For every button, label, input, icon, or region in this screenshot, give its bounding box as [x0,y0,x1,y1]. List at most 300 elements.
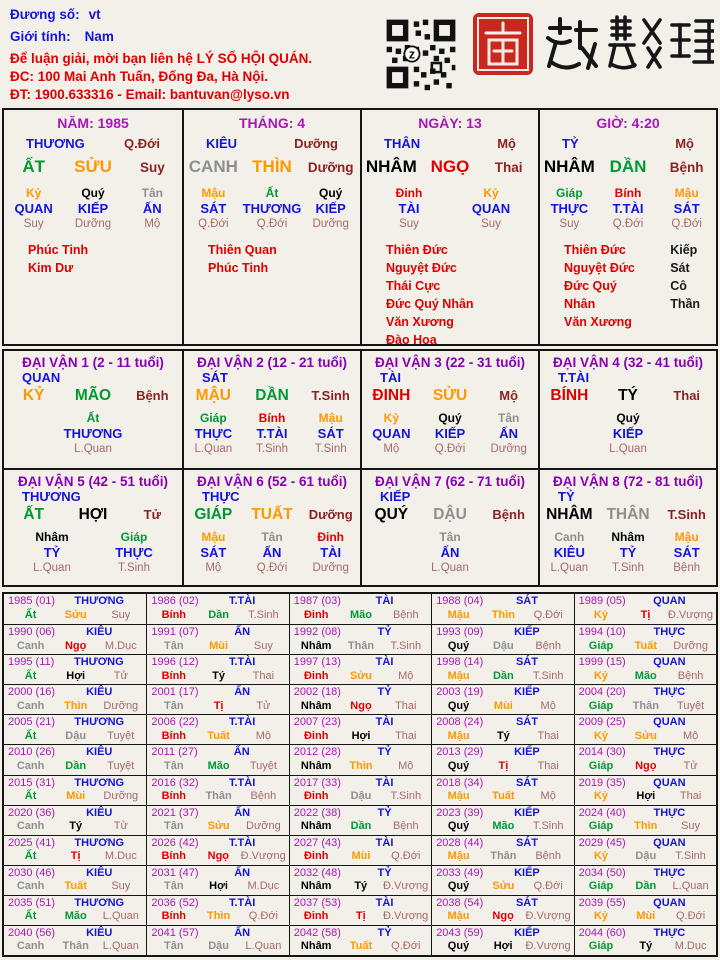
hidden-stem: Nhâm [35,530,69,544]
hidden-stems [4,186,182,231]
year-stem: Quý [447,759,470,772]
year-cell-bottom [8,670,143,684]
hidden-stage: Q.Đới [434,443,466,455]
year-label: 2037 (53) [293,896,341,909]
hidden-god: KIÊU [553,545,585,560]
hidden-stem-column [421,411,480,456]
star-lists [4,241,182,277]
hidden-stem: Bính [614,186,642,200]
hidden-god: TỶ [43,545,61,560]
year-branch: Sửu [492,880,515,893]
year-god: T.TÀI [229,716,256,729]
year-cell-top [151,716,285,730]
hidden-stem-column [26,530,78,575]
year-god: T.TÀI [229,595,256,607]
hidden-stem: Tân [498,411,520,425]
daivan-box [4,468,182,585]
hidden-god: SÁT [200,545,227,560]
year-cell-top [436,656,570,670]
year-branch: Thân [632,699,659,712]
year-stage: Tuyệt [249,759,277,772]
year-cell-top [151,777,285,791]
year-cell-bottom [436,730,570,744]
year-branch: Ngọ [350,699,372,712]
hidden-stage: Dưỡng [312,218,349,230]
hidden-stage: L.Quan [550,562,589,574]
pillar-god-row [184,136,360,154]
year-cell-top [294,716,428,730]
year-cell [146,806,288,835]
year-god: ẤN [234,926,251,939]
pillar-stem: CANH [188,157,238,176]
year-stage: Bệnh [392,820,419,833]
year-label: 2040 (56) [8,926,56,939]
year-label: 2021 (37) [151,806,199,819]
hidden-stage: Q.Đới [612,218,644,230]
year-cell [574,806,716,835]
year-cell-top [294,746,428,760]
pillar-branch: NGỌ [430,157,470,176]
year-branch: Tị [70,850,81,863]
year-cell-bottom [294,790,428,804]
year-god: KIẾP [514,746,540,759]
year-stage: Q.Đới [248,910,278,923]
year-cell-bottom [294,700,428,714]
year-label: 1989 (05) [578,595,626,607]
year-branch: Hợi [493,940,513,953]
pillar-branch: DẦN [255,387,289,404]
year-cell-bottom [294,880,428,894]
hidden-stem: Giáp [200,411,227,425]
year-row [4,865,716,895]
star-item-red: Văn Xương [386,315,454,329]
year-branch: Tý [69,820,83,833]
pillar-branch: DẦN [609,157,647,176]
year-stage: Đ.Vượng [383,880,429,893]
year-row [4,684,716,714]
pillar-main-line [540,387,716,407]
hidden-stage: T.Sinh [256,443,288,455]
hidden-stem-column [64,411,123,456]
year-cell [146,655,288,684]
hidden-stem: Đinh [317,530,345,544]
year-stem: Tân [164,639,184,652]
year-god: T.TÀI [229,776,256,789]
year-stage: Suy [111,880,131,893]
year-cell-bottom [436,820,570,834]
hidden-stems [184,530,360,575]
pillar-stage: Thai [673,388,701,403]
hidden-stem-column [301,411,360,456]
year-cell-bottom [436,609,570,623]
year-cell-top [8,777,143,791]
year-cell-bottom [8,910,143,924]
year-cell [4,806,146,835]
year-cell-top [436,686,570,700]
year-cell-bottom [436,670,570,684]
year-cell [289,685,431,714]
year-god: QUAN [653,595,686,607]
year-cell-bottom [151,850,285,864]
hidden-stem-column [243,411,302,456]
year-stem: Ất [24,790,37,802]
hidden-stems [4,411,182,456]
year-cell-bottom [294,760,428,774]
year-stem: Kỷ [593,608,608,621]
pillar-stage: T.Sinh [667,507,706,522]
hidden-stem: Ất [265,186,279,200]
year-label: 1994 (10) [578,626,626,639]
year-god: ẤN [234,806,251,819]
year-cell-bottom [294,640,428,654]
year-god: TỶ [377,806,392,819]
year-stem: Bính [161,850,186,863]
year-cell [431,866,573,895]
year-cell-bottom [151,609,285,623]
year-stem: Quý [447,940,470,953]
daivan-god: TỶ [558,489,575,504]
svg-text:z: z [408,47,416,62]
daivan-title: ĐẠI VẬN 6 (52 - 61 tuổi) [196,474,348,489]
year-cell-bottom [436,880,570,894]
year-branch: Sửu [349,669,372,682]
year-cell-bottom [579,730,713,744]
year-cell [289,806,431,835]
pillar-box [538,110,716,344]
year-stage: Bệnh [250,790,277,802]
star-item-red: Thiên Đức [564,243,626,257]
year-stem: Đinh [303,669,329,682]
daivan-title: ĐẠI VẬN 5 (42 - 51 tuổi) [17,474,169,489]
year-god: KIẾP [514,806,540,819]
hidden-god: QUAN [14,201,53,216]
year-stem: Nhâm [300,820,332,833]
pillar-stem: BÍNH [550,387,589,404]
year-label: 2011 (27) [151,746,198,759]
year-cell-bottom [151,760,285,774]
year-cell-top [579,867,713,881]
star-list-red [28,241,88,277]
year-stage: Tử [113,820,128,833]
year-cell-top [436,867,570,881]
hidden-stem-column [465,186,517,231]
year-god: KIẾP [514,686,540,699]
hidden-god: ẤN [142,201,162,216]
year-stem: Mậu [447,790,470,802]
year-stem: Giáp [588,940,614,953]
hidden-stem: Mậu [674,186,699,200]
year-god: TỶ [377,626,392,639]
year-branch: Thìn [634,820,658,833]
year-cell-bottom [294,730,428,744]
year-branch: Mão [64,910,87,923]
year-cell [146,896,288,925]
year-cell-top [436,897,570,911]
hidden-stems [540,530,716,575]
pillar-stage: Bệnh [136,388,169,403]
hidden-god: ẤN [440,545,460,560]
year-cell-bottom [436,700,570,714]
year-cell-bottom [436,640,570,654]
daivan-title: ĐẠI VẬN 7 (62 - 71 tuổi) [374,474,526,489]
star-list-red [208,241,277,277]
year-god: THỰC [653,686,686,699]
year-cell [289,625,431,654]
year-god: TÀI [375,716,394,729]
year-stem: Nhâm [300,639,332,652]
pillar-main-line [540,506,716,526]
year-branch: Tý [354,880,368,893]
year-stem: Đinh [303,729,329,742]
pillar-box [4,110,182,344]
year-row [4,775,716,805]
year-cell-top [579,595,713,609]
year-label: 2027 (43) [293,836,341,849]
year-cell [574,715,716,744]
year-label: 2024 (40) [578,806,626,819]
hidden-stem: Mậu [201,530,226,544]
year-god: KIÊU [86,626,113,639]
hidden-god: TÀI [320,545,342,560]
year-branch: Ngọ [635,759,657,772]
hidden-stem-column [243,530,302,575]
year-cell-top [151,656,285,670]
year-stage: L.Quan [672,880,709,893]
pillar-main-line [4,157,182,179]
star-item-red: Đức Quý Nhân [564,279,617,311]
year-stem: Canh [16,940,45,953]
star-list-red [564,241,644,331]
year-god: THỰC [653,866,686,879]
year-label: 1986 (02) [151,595,199,607]
hidden-stem-column [599,186,658,231]
daivan-box [182,351,360,468]
year-branch: Mão [492,820,515,833]
hidden-stem: Giáp [120,530,148,544]
year-cell-top [294,867,428,881]
year-cell-bottom [294,820,428,834]
year-label: 2015 (31) [8,776,56,789]
year-stage: M.Dục [247,880,280,893]
year-cell [431,625,573,654]
daivan-title: ĐẠI VẬN 4 (32 - 41 tuổi) [552,355,704,370]
year-cell-top [579,777,713,791]
year-stage: Tuyệt [107,729,135,742]
pillar-stage-top: Dưỡng [294,136,338,151]
daivan-box [360,468,538,585]
year-label: 2025 (41) [8,836,56,849]
year-stage: Suy [253,639,273,652]
year-stem: Ất [24,608,37,621]
year-stage: Suy [681,820,701,833]
year-cell-top [151,595,285,609]
star-item-red: Thiên Quan [208,243,277,257]
year-cell-bottom [151,940,285,954]
year-cell-bottom [151,910,285,924]
daivan-title: ĐẠI VẬN 2 (12 - 21 tuổi) [196,355,348,370]
year-label: 2005 (21) [8,716,56,729]
hidden-stage: L.Quan [431,562,469,574]
year-stage: Tử [256,699,271,712]
year-label: 2039 (55) [578,896,626,909]
year-branch: Hợi [351,729,371,742]
hidden-god: SÁT [673,545,700,560]
year-row [4,714,716,744]
year-branch: Ngọ [64,639,87,652]
pillar-stage: Tử [143,507,161,522]
year-god: QUAN [653,776,686,789]
pillar-title: THÁNG: 4 [238,115,306,131]
year-branch: Dần [350,820,372,833]
year-god: TÀI [375,656,394,669]
year-branch: Dậu [208,940,229,953]
year-cell [574,896,716,925]
year-label: 2000 (16) [8,686,56,699]
star-item-red: Nguyệt Đức [386,261,457,275]
year-god: TÀI [375,836,394,849]
year-label: 2043 (59) [436,926,484,939]
hidden-god: THỰC [550,201,589,216]
year-stem: Đinh [303,910,329,923]
year-cell-top [8,867,143,881]
hidden-stem-column [424,530,476,575]
year-cell-top [151,626,285,640]
year-stem: Bính [161,910,187,923]
year-cell [574,836,716,865]
hidden-stem-column [479,411,538,456]
daivan-table [2,349,718,587]
contact-line: ĐT: 1900.633316 - Email: bantuvan@lyso.vn [10,87,290,102]
hidden-stem-column [184,411,243,456]
year-stage: Thai [252,669,275,682]
year-stage: Thai [537,759,559,772]
hidden-stem: Kỷ [383,411,399,425]
year-cell-top [294,777,428,791]
pillar-table [2,108,718,346]
year-god: THƯƠNG [74,595,125,607]
hidden-stems [362,186,538,231]
year-stem: Quý [447,699,470,712]
year-god: THỰC [653,746,686,759]
year-stage: Bệnh [535,850,562,863]
pillar-branch: HỢI [78,506,108,523]
hidden-stage: Q.Đới [256,218,288,230]
year-cell [4,625,146,654]
year-stem: Tân [164,759,184,772]
year-cell-top [436,746,570,760]
year-label: 2007 (23) [293,716,341,729]
year-branch: Mão [207,759,230,772]
year-branch: Mùi [636,910,656,923]
year-cell-top [294,807,428,821]
year-god: SÁT [515,836,538,849]
year-branch: Dần [635,880,657,893]
year-cell [146,715,288,744]
hidden-stage: T.Sinh [118,562,150,574]
year-label: 1988 (04) [436,595,484,607]
pillar-main-line [184,506,360,526]
year-cell-top [151,897,285,911]
year-cell-bottom [8,850,143,864]
year-label: 1997 (13) [293,656,341,669]
year-label: 2041 (57) [151,926,199,939]
pillar-main-line [4,387,182,407]
year-stage: L.Quan [102,910,139,923]
year-cell-bottom [579,940,713,954]
year-cell-top [8,626,143,640]
year-label: 2010 (26) [8,746,56,759]
year-cell-bottom [579,910,713,924]
year-row [4,925,716,955]
year-cell [431,745,573,774]
pillar-stage-top: Mộ [675,136,694,151]
year-stage: T.Sinh [390,790,422,802]
pillar-stage: Bệnh [669,160,704,175]
pillar-main-line [362,157,538,179]
year-god: KIÊU [86,746,113,759]
pillar-title: NĂM: 1985 [57,115,129,131]
pillar-stem: NHÂM [365,157,417,176]
year-cell-bottom [151,700,285,714]
hidden-stage: Dưỡng [490,443,527,455]
year-branch: Mão [634,669,657,682]
hidden-stem-column [540,530,599,575]
year-branch: Tuất [207,729,230,742]
year-branch: Mùi [209,639,229,652]
year-cell-top [8,686,143,700]
year-cell-top [8,837,143,851]
year-branch: Thìn [349,759,373,772]
year-cell [289,866,431,895]
pillar-stage: Dưỡng [307,160,354,175]
hidden-stage: L.Quan [33,562,71,574]
hidden-stem-column [599,530,658,575]
hidden-stage: Bệnh [673,562,701,574]
year-stage: T.Sinh [390,639,422,652]
pillar-god: TỶ [562,136,579,151]
year-god: THƯƠNG [74,776,125,789]
year-stem: Bính [161,729,187,742]
year-stage: Dưỡng [673,639,708,652]
qr-code-icon [383,16,459,92]
year-god: TỶ [377,926,392,939]
year-stem: Mậu [447,669,470,682]
hidden-stage: Mộ [144,218,161,230]
year-cell [146,745,288,774]
hidden-stem-column [301,530,360,575]
year-branch: Hợi [209,880,228,893]
pillar-title: GIỜ: 4:20 [596,115,660,131]
hidden-god: TỶ [619,545,637,560]
pillar-box [360,110,538,344]
pillar-main-line [362,506,538,526]
star-item-red: Phúc Tinh [208,261,269,275]
pillar-stem: ĐINH [372,387,411,404]
year-cell-bottom [579,670,713,684]
hidden-god: THƯƠNG [242,201,302,216]
year-cell-top [436,595,570,609]
year-stem: Nhâm [300,880,332,893]
year-stage: Mộ [540,699,556,712]
year-row [4,805,716,835]
year-cell [4,745,146,774]
hidden-stem: Canh [554,530,585,544]
year-cell-bottom [436,910,570,924]
year-label: 1992 (08) [293,626,341,639]
pillar-branch: SỬU [74,157,112,176]
year-god: KIÊU [86,926,113,939]
year-label: 1991 (07) [151,626,199,639]
